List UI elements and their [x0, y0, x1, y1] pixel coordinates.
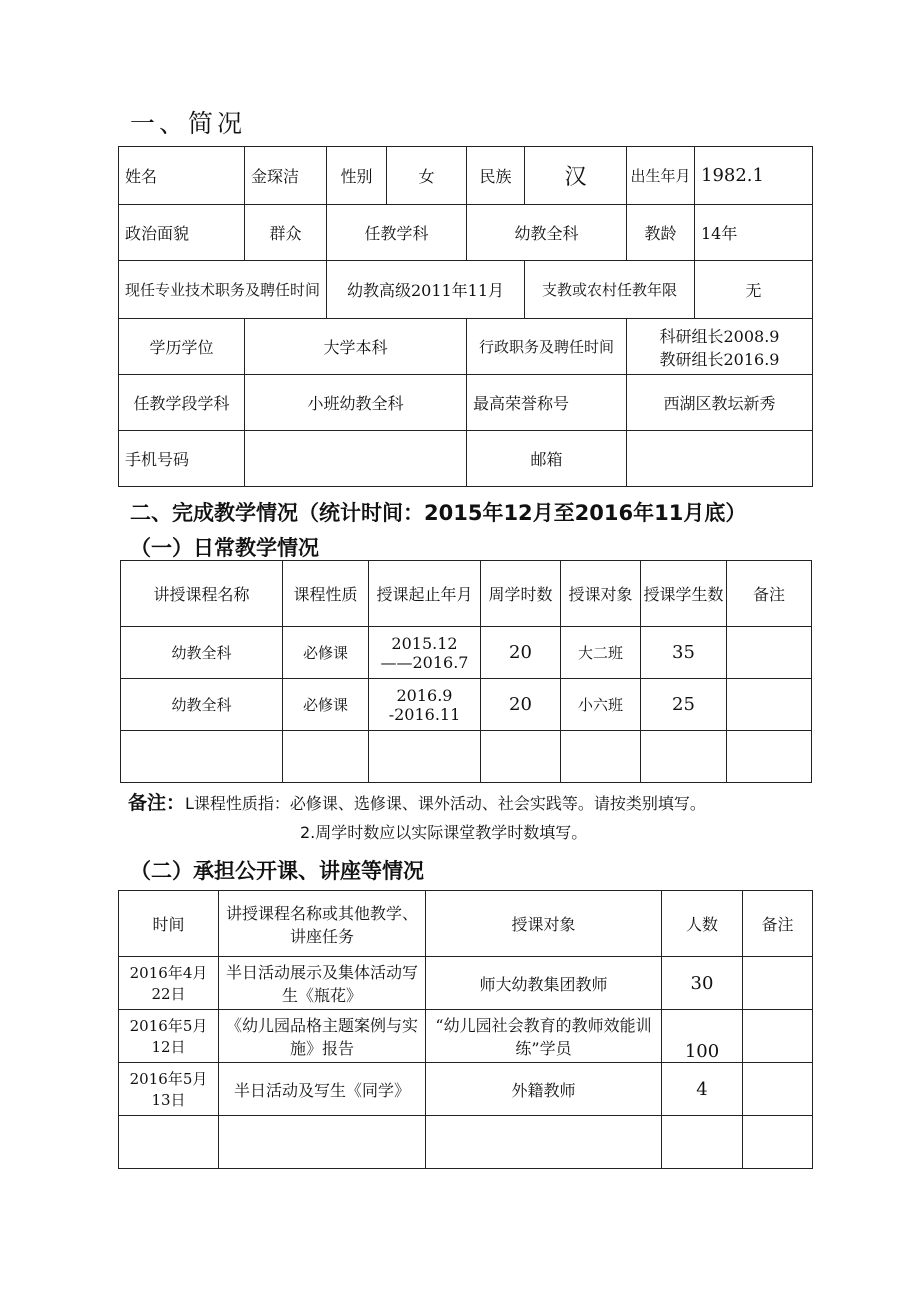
label-birth: 出生年月 — [627, 147, 695, 205]
period-start: 2015.12 — [391, 633, 458, 653]
value-teaching-years: 14年 — [695, 205, 813, 261]
teaching-period — [369, 679, 481, 731]
lecture-time: 2016年5月12日 — [119, 1010, 219, 1063]
table-row — [121, 679, 812, 731]
label-teaching-stage: 任教学段学科 — [119, 375, 245, 431]
value-professional-title: 幼教高级2011年11月 — [327, 261, 525, 319]
value-political-status: 群众 — [245, 205, 327, 261]
subheading-daily-teaching: （一）日常教学情况 — [130, 536, 319, 560]
label-email: 邮箱 — [467, 431, 627, 487]
attendees: 30 — [662, 957, 743, 1010]
table-row — [119, 1010, 813, 1063]
lecture-task: 半日活动展示及集体活动写生《瓶花》 — [219, 957, 426, 1010]
basic-info-table — [118, 146, 813, 487]
value-phone — [245, 431, 467, 487]
label-phone: 手机号码 — [119, 431, 245, 487]
remarks — [743, 957, 813, 1010]
th-course-name: 讲授课程名称 — [121, 561, 283, 627]
value-subject: 幼教全科 — [467, 205, 627, 261]
label-name: 姓名 — [119, 147, 245, 205]
teaching-period — [369, 627, 481, 679]
weekly-hours: 20 — [481, 679, 561, 731]
period-start: 2016.9 — [396, 685, 453, 705]
target-class: 小六班 — [561, 679, 641, 731]
th-target-class: 授课对象 — [561, 561, 641, 627]
th-time: 时间 — [119, 891, 219, 957]
label-gender: 性别 — [327, 147, 387, 205]
value-education: 大学本科 — [245, 319, 467, 375]
th-remarks: 备注 — [727, 561, 812, 627]
table-row — [119, 957, 813, 1010]
course-type: 必修课 — [283, 679, 369, 731]
lecture-task: 半日活动及写生《同学》 — [219, 1063, 426, 1116]
label-honor: 最高荣誉称号 — [467, 375, 627, 431]
th-teaching-period: 授课起止年月 — [369, 561, 481, 627]
course-type: 必修课 — [283, 627, 369, 679]
section-heading-basic: 一、简况 — [130, 109, 247, 138]
label-ethnicity: 民族 — [467, 147, 525, 205]
note-line-2: 2.周学时数应以实际课堂教学时数填写。 — [300, 823, 588, 842]
value-admin-post — [627, 319, 813, 375]
table-row-empty — [121, 731, 812, 783]
value-birth: 1982.1 — [695, 147, 813, 205]
value-ethnicity: 汉 — [525, 147, 627, 205]
label-political-status: 政治面貌 — [119, 205, 245, 261]
audience: 外籍教师 — [426, 1063, 662, 1116]
value-rural-years: 无 — [695, 261, 813, 319]
target-class: 大二班 — [561, 627, 641, 679]
value-email — [627, 431, 813, 487]
label-professional-title: 现任专业技术职务及聘任时间 — [119, 261, 327, 319]
attendees: 4 — [662, 1063, 743, 1116]
note-text-1: L课程性质指：必修课、选修课、课外活动、社会实践等。请按类别填写。 — [185, 794, 706, 813]
th-remarks: 备注 — [743, 891, 813, 957]
table-row — [119, 1063, 813, 1116]
note-line-1 — [128, 788, 706, 815]
student-count: 35 — [641, 627, 727, 679]
admin-post-line-1: 科研组长2008.9 — [659, 326, 780, 346]
value-honor: 西湖区教坛新秀 — [627, 375, 813, 431]
period-end: -2016.11 — [388, 704, 461, 724]
remarks — [743, 1010, 813, 1063]
attendees: 100 — [662, 1010, 743, 1063]
public-lectures-table — [118, 890, 813, 1169]
lecture-task: 《幼儿园品格主题案例与实施》报告 — [219, 1010, 426, 1063]
remarks — [727, 627, 812, 679]
value-gender: 女 — [387, 147, 467, 205]
remarks — [727, 679, 812, 731]
th-student-count: 授课学生数 — [641, 561, 727, 627]
value-teaching-stage: 小班幼教全科 — [245, 375, 467, 431]
table-row-empty — [119, 1116, 813, 1169]
audience: 师大幼教集团教师 — [426, 957, 662, 1010]
th-audience: 授课对象 — [426, 891, 662, 957]
course-name: 幼教全科 — [121, 679, 283, 731]
th-course-type: 课程性质 — [283, 561, 369, 627]
lecture-time: 2016年5月13日 — [119, 1063, 219, 1116]
label-education: 学历学位 — [119, 319, 245, 375]
audience: “幼儿园社会教育的教师效能训练”学员 — [426, 1010, 662, 1063]
weekly-hours: 20 — [481, 627, 561, 679]
value-name: 金琛洁 — [245, 147, 327, 205]
course-name: 幼教全科 — [121, 627, 283, 679]
period-end: ——2016.7 — [380, 652, 469, 672]
subheading-public-lectures: （二）承担公开课、讲座等情况 — [130, 859, 424, 883]
th-attendees: 人数 — [662, 891, 743, 957]
table-row — [121, 627, 812, 679]
section-heading-teaching: 二、完成教学情况（统计时间：2015年12月至2016年11月底） — [130, 501, 747, 525]
label-subject: 任教学科 — [327, 205, 467, 261]
lecture-time: 2016年4月22日 — [119, 957, 219, 1010]
note-label: 备注： — [128, 792, 186, 814]
label-rural-years: 支教或农村任教年限 — [525, 261, 695, 319]
admin-post-line-2: 教研组长2016.9 — [659, 349, 780, 369]
label-admin-post: 行政职务及聘任时间 — [467, 319, 627, 375]
remarks — [743, 1063, 813, 1116]
daily-teaching-table — [120, 560, 812, 783]
student-count: 25 — [641, 679, 727, 731]
th-lecture-task: 讲授课程名称或其他教学、讲座任务 — [219, 891, 426, 957]
th-weekly-hours: 周学时数 — [481, 561, 561, 627]
label-teaching-years: 教龄 — [627, 205, 695, 261]
